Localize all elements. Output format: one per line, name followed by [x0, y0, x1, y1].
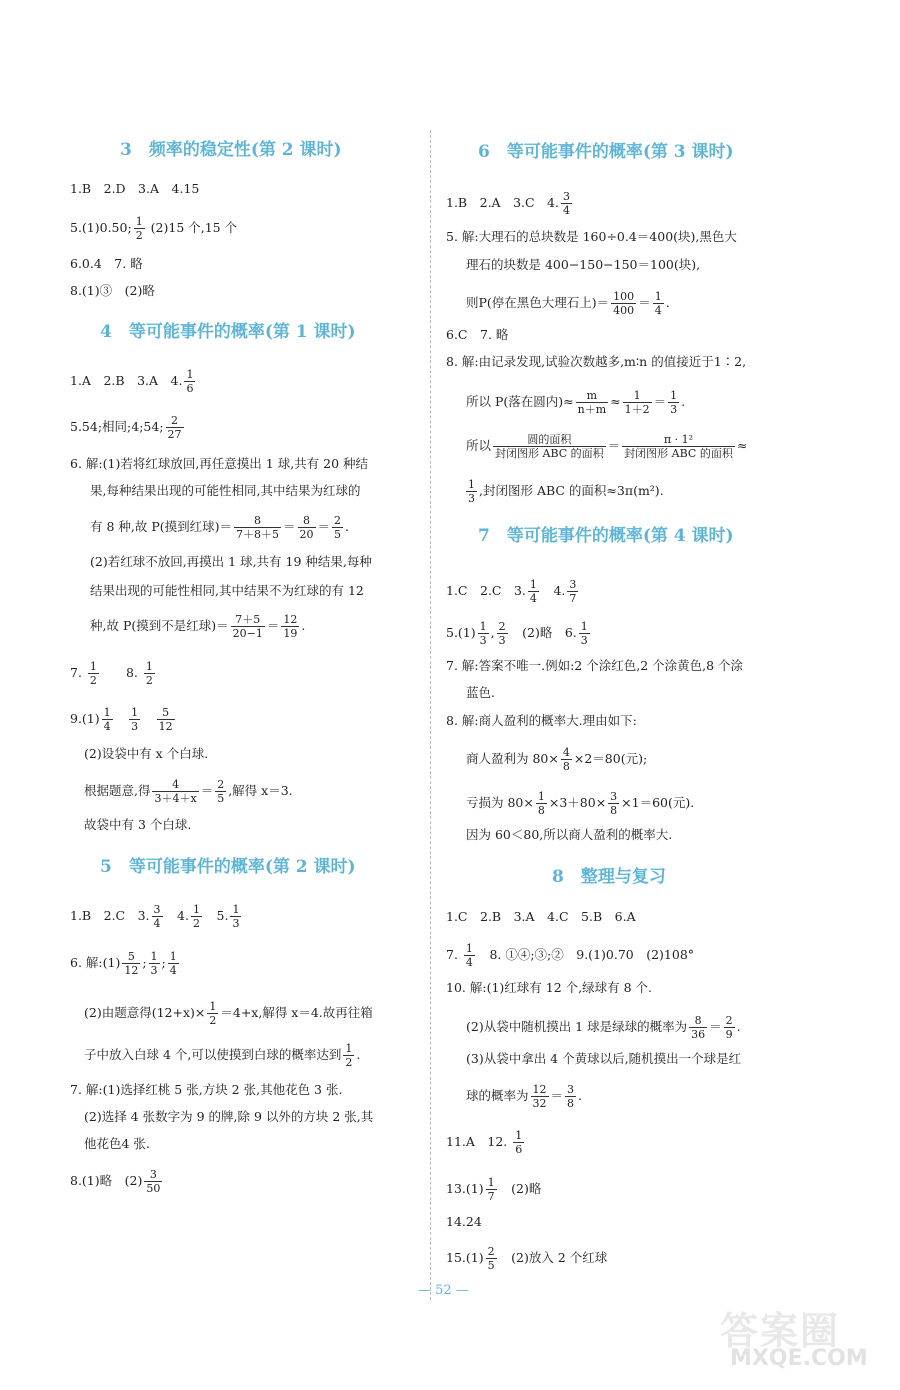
- fraction: $\frac{1}{2}$: [135, 215, 143, 242]
- column-divider: [430, 130, 431, 1300]
- watermark-text: 答案圈: [720, 1309, 841, 1353]
- s8-answers-13: 13.(1) $\frac{1}{7}$ (2)略: [446, 1176, 542, 1203]
- watermark-logo: [720, 1300, 890, 1380]
- s6-q8-line4: $\frac{1}{3}$ ,封闭图形 ABC 的面积≈3π(m²).: [468, 478, 664, 505]
- s4-answers-7: 7. $\frac{1}{2}$ 8. $\frac{1}{2}$: [70, 660, 153, 687]
- section-8-title: 8 整理与复习: [552, 867, 666, 887]
- s4-q6-line5: 结果出现的可能性相同,其中结果不为红球的有 12: [90, 583, 364, 598]
- s8-q10-line4: 球的概率为 $\frac{12}{32}$ ＝ $\frac{3}{8}$ .: [466, 1083, 583, 1110]
- s3-answers-5: 5.(1)0.50; $\frac{1}{2}$ (2)15 个,15 个: [70, 215, 238, 242]
- s4-answers-1: 1.A 2.B 3.A 4. $\frac{1}{6}$: [70, 368, 194, 395]
- section-7-title: 7 等可能事件的概率(第 4 课时): [478, 526, 734, 546]
- fraction: $\frac{2}{27}$: [167, 414, 182, 441]
- fraction: $\frac{1}{6}$: [186, 368, 194, 395]
- s4-q9-line3: 根据题意,得 $\frac{4}{3+4+x}$ ＝ $\frac{2}{5}$ ,解得 x＝3.: [84, 778, 293, 805]
- s6-q5-line3: 则P(停在黑色大理石上)＝ $\frac{100}{400}$ ＝ $\frac{1}{4}$ .: [466, 290, 670, 317]
- s6-q8-line3: 所以 $\frac{\text{圆的面积}}{\text{封闭图形 ABC 的面积}}$ ＝ $\frac{\text{π · 1²}}{\text{封闭图形 ABC 的面积}}$ ≈: [466, 433, 748, 460]
- s3-answers-1: 1.B 2.D 3.A 4.15: [70, 181, 200, 196]
- s5-q7-line3: 他花色4 张.: [84, 1136, 150, 1151]
- s5-q6-line3: 子中放入白球 4 个,可以使摸到白球的概率达到 $\frac{1}{2}$ .: [84, 1042, 361, 1069]
- s7-q8-line1: 8. 解:商人盈利的概率大.理由如下:: [446, 713, 637, 728]
- s3-answers-6: 6.0.4 7. 略: [70, 256, 143, 271]
- s5-q7-line1: 7. 解:(1)选择红桃 5 张,方块 2 张,其他花色 3 张.: [70, 1082, 343, 1097]
- s8-answers-7: 7. $\frac{1}{4}$ 8. ①④;③;② 9.(1)0.70 (2)108°: [446, 942, 695, 969]
- s4-q6-line1: 6. 解:(1)若将红球放回,再任意摸出 1 球,共有 20 种结: [70, 456, 369, 471]
- s4-answers-5: 5.54;相同;4;54; $\frac{2}{27}$: [70, 414, 182, 441]
- s4-q6-line3: 有 8 种,故 P(摸到红球)＝ $\frac{8}{7+8+5}$ ＝ $\frac{8}{20}$ ＝ $\frac{2}{5}$ .: [90, 514, 350, 541]
- s4-q6-line6: 种,故 P(摸到不是红球)＝ $\frac{7+5}{20-1}$ ＝ $\frac{12}{19}$ .: [90, 613, 306, 640]
- s8-q10-line3: (3)从袋中拿出 4 个黄球以后,随机摸出一个球是红: [466, 1051, 742, 1066]
- s6-q8-line2: 所以 P(落在圆内)≈ $\frac{m}{n+m}$ ≈ $\frac{1}{1+2}$ ＝ $\frac{1}{3}$ .: [466, 389, 686, 416]
- s7-answers-5: 5.(1) $\frac{1}{3}$ , $\frac{2}{3}$ (2)略 6. $\frac{1}{3}$: [446, 620, 588, 647]
- s8-answers-1: 1.C 2.B 3.A 4.C 5.B 6.A: [446, 909, 636, 924]
- s5-q6-line2: (2)由题意得(12+x)× $\frac{1}{2}$ ＝4+x,解得 x＝4.故再往箱: [84, 1000, 373, 1027]
- s7-q7-line2: 蓝色.: [466, 685, 495, 700]
- section-6-title: 6 等可能事件的概率(第 3 课时): [478, 142, 734, 162]
- s7-q8-line4: 因为 60＜80,所以商人盈利的概率大.: [466, 827, 673, 842]
- s6-answers-6: 6.C 7. 略: [446, 327, 509, 342]
- section-4-title: 4 等可能事件的概率(第 1 课时): [100, 322, 356, 342]
- page-number: — 52 —: [418, 1283, 469, 1298]
- s5-answers-1: 1.B 2.C 3. $\frac{3}{4}$ 4. $\frac{1}{2}$ 5. $\frac{1}{3}$: [70, 903, 240, 930]
- s5-answers-8: 8.(1)略 (2) $\frac{3}{50}$: [70, 1168, 161, 1195]
- watermark-url: MXQE.COM: [730, 1346, 868, 1371]
- s7-q7-line1: 7. 解:答案不唯一.例如:2 个涂红色,2 个涂黄色,8 个涂: [446, 658, 744, 673]
- s7-answers-1: 1.C 2.C 3. $\frac{1}{4}$ 4. $\frac{3}{7}$: [446, 578, 577, 605]
- s8-q10-line1: 10. 解:(1)红球有 12 个,绿球有 8 个.: [446, 980, 652, 995]
- section-5-title: 5 等可能事件的概率(第 2 课时): [100, 857, 356, 877]
- s7-q8-line3: 亏损为 80× $\frac{1}{8}$ ×3＋80× $\frac{3}{8}$ ×1＝60(元).: [466, 790, 695, 817]
- s8-answers-11: 11.A 12. $\frac{1}{6}$: [446, 1129, 523, 1156]
- s6-q8-line1: 8. 解:由记录发现,试验次数越多,m∶n 的值接近于1∶2,: [446, 354, 747, 369]
- s6-q5-line2: 理石的块数是 400−150−150＝100(块),: [466, 257, 701, 272]
- s6-answers-1: 1.B 2.A 3.C 4. $\frac{3}{4}$: [446, 190, 570, 217]
- s6-q5-line1: 5. 解:大理石的总块数是 160÷0.4＝400(块),黑色大: [446, 229, 737, 244]
- s5-answers-6: 6. 解:(1) $\frac{5}{12}$ ; $\frac{1}{3}$ ; $\frac{1}{4}$: [70, 950, 177, 977]
- s4-q6-line4: (2)若红球不放回,再摸出 1 球,共有 19 种结果,每种: [90, 554, 372, 569]
- s4-q9-line2: (2)设袋中有 x 个白球.: [84, 746, 209, 761]
- s8-answers-14: 14.24: [446, 1214, 482, 1229]
- s4-q9-line4: 故袋中有 3 个白球.: [84, 817, 192, 832]
- s3-answers-8: 8.(1)③ (2)略: [70, 283, 155, 298]
- section-3-title: 3 频率的稳定性(第 2 课时): [120, 140, 342, 160]
- s5-q7-line2: (2)选择 4 张数字为 9 的牌,除 9 以外的方块 2 张,其: [84, 1109, 374, 1124]
- s8-q10-line2: (2)从袋中随机摸出 1 球是绿球的概率为 $\frac{8}{36}$ ＝ $\frac{2}{9}$ .: [466, 1014, 741, 1041]
- s8-answers-15: 15.(1) $\frac{2}{5}$ (2)放入 2 个红球: [446, 1245, 608, 1272]
- s4-answers-9: 9.(1) $\frac{1}{4}$ $\frac{1}{3}$ $\frac{5}{12}$: [70, 706, 173, 733]
- s4-q6-line2: 果,每种结果出现的可能性相同,其中结果为红球的: [90, 483, 361, 498]
- s7-q8-line2: 商人盈利为 80× $\frac{4}{8}$ ×2＝80(元);: [466, 746, 648, 773]
